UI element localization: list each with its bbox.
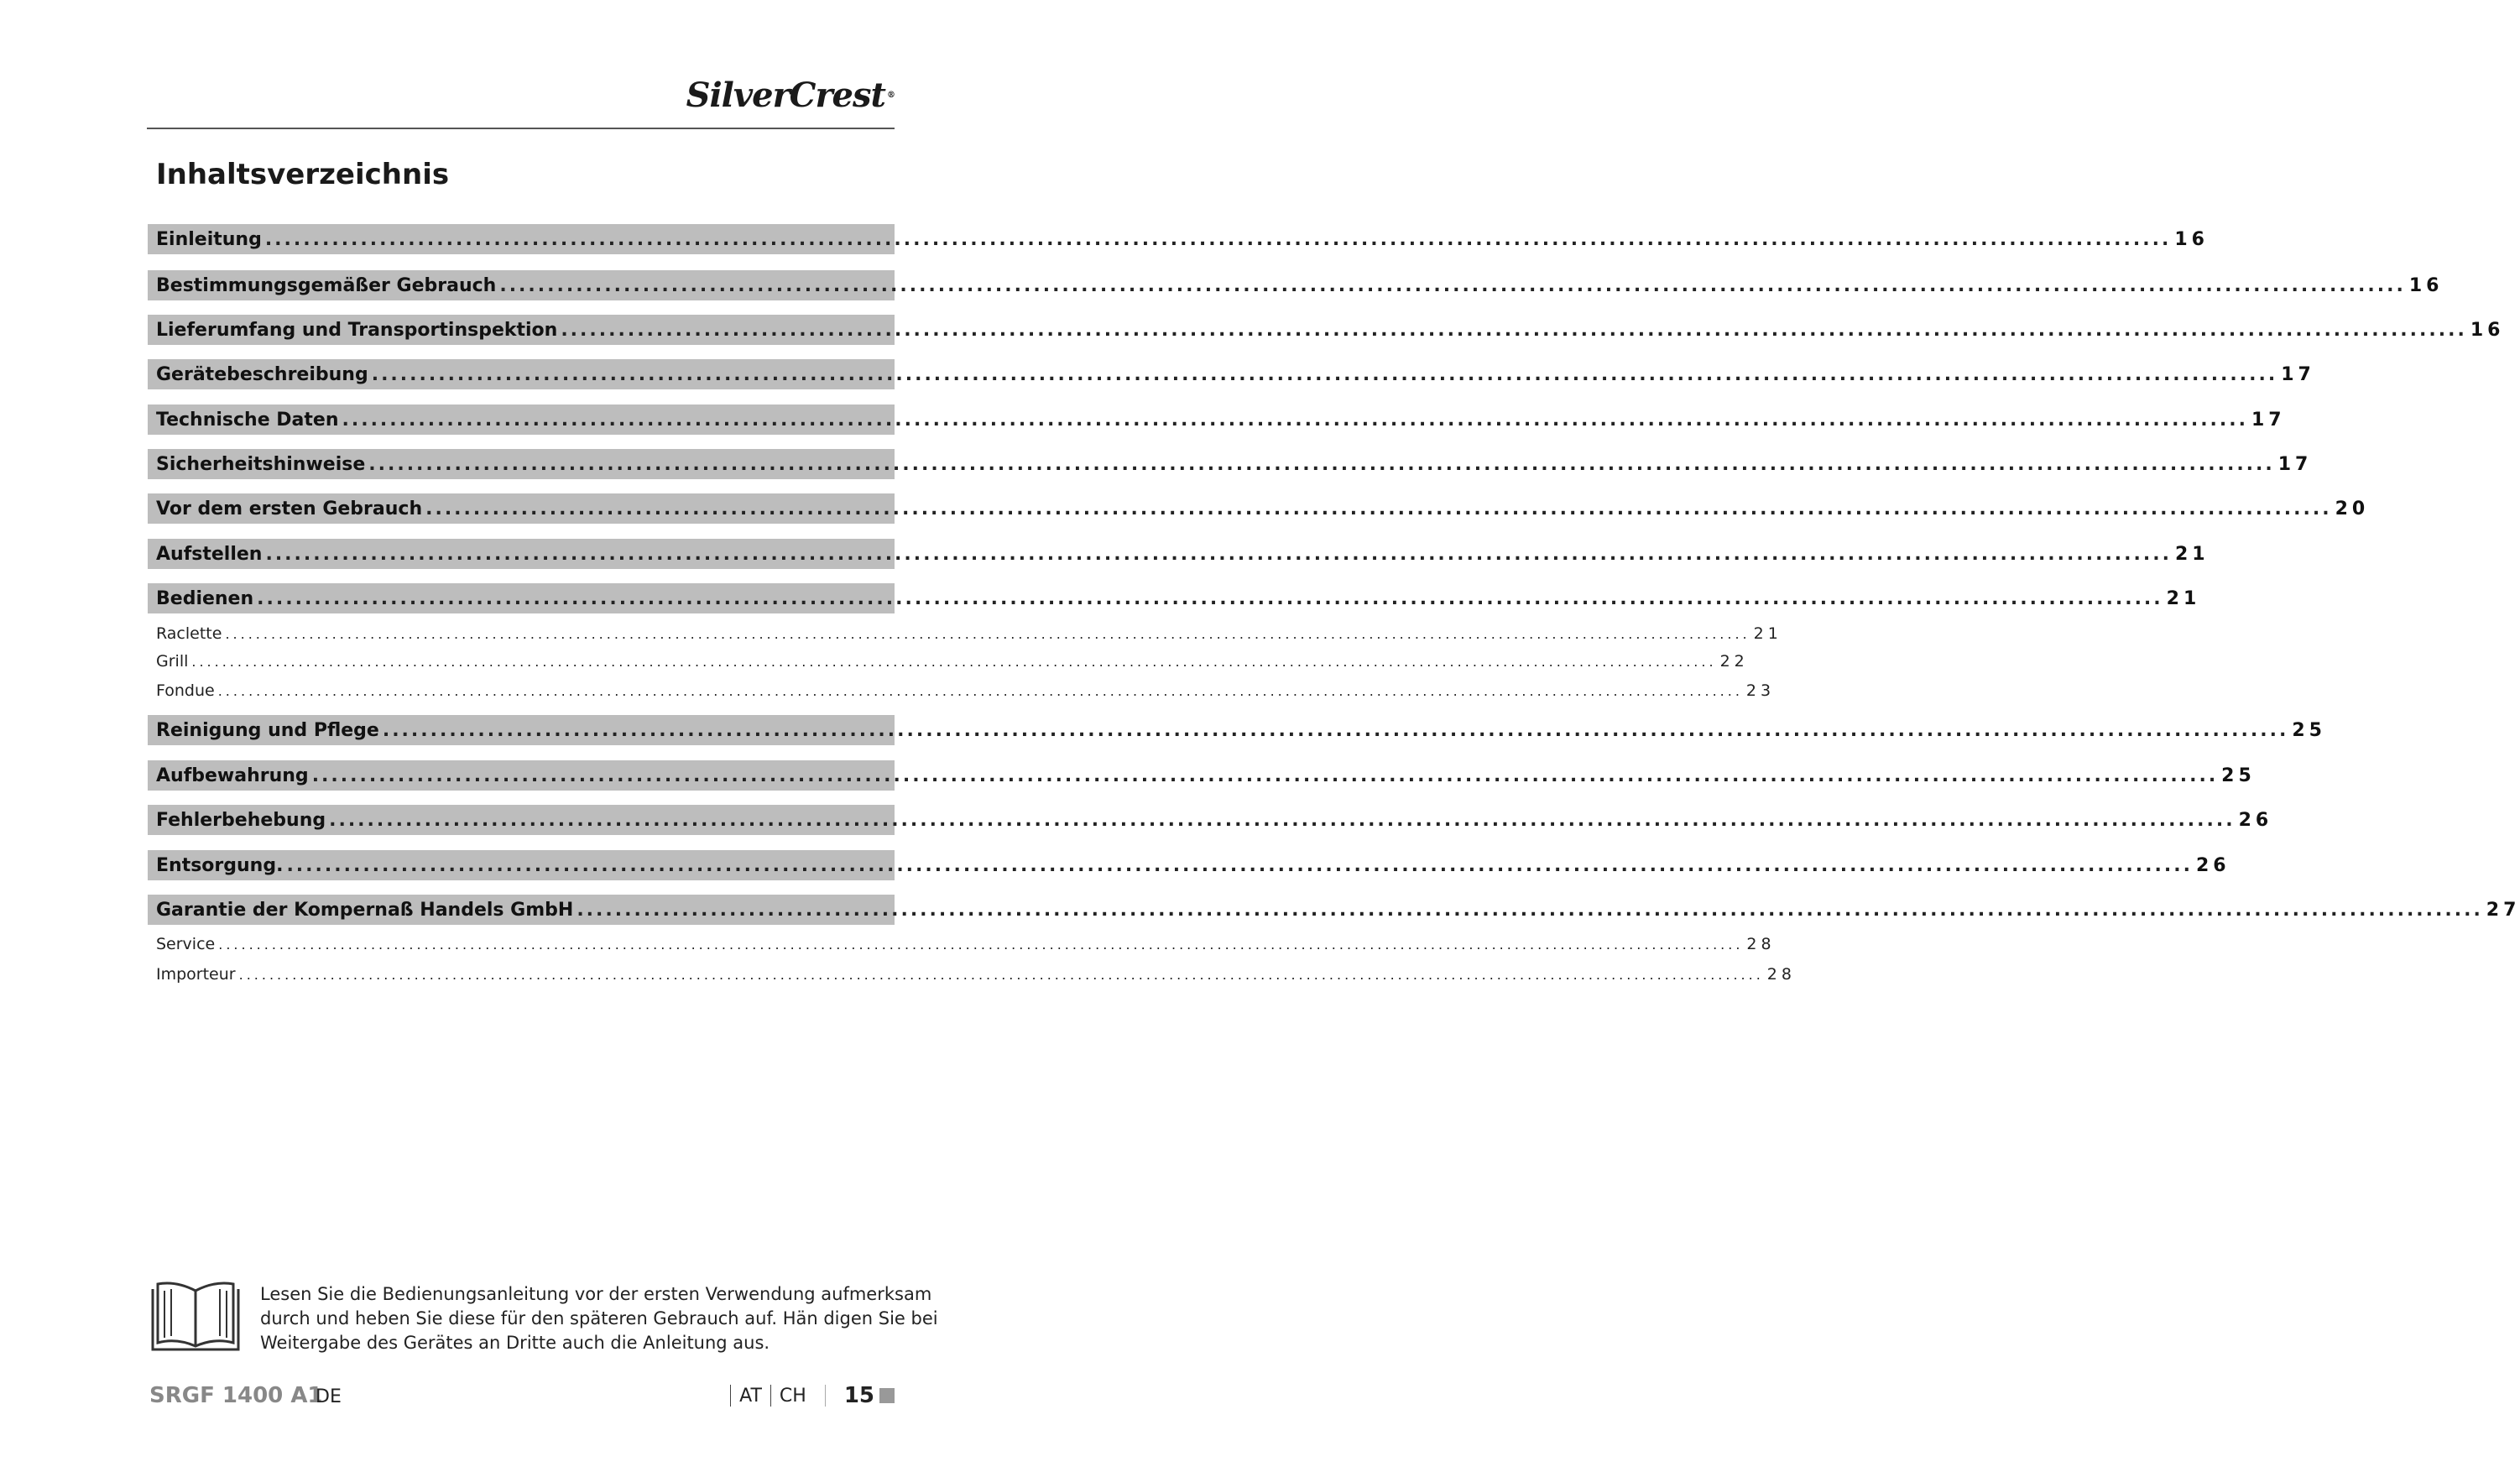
toc-entry-page: 21 <box>2166 587 2201 609</box>
toc-entry-label: Technische Daten <box>156 409 339 431</box>
page-title: Inhaltsverzeichnis <box>156 158 450 191</box>
dot-leader: ........................................................................................................................................................................................................ <box>561 319 2467 341</box>
toc-entry[interactable] <box>148 932 1776 957</box>
toc-entry-label: Service <box>156 935 216 953</box>
toc-entry[interactable] <box>148 805 2273 835</box>
toc-entry-page: 21 <box>1753 624 1782 643</box>
toc-entry-label: Lieferumfang und Transportinspektion <box>156 319 558 341</box>
model-number: SRGF 1400 A1 <box>149 1383 323 1408</box>
toc-entry-label: Importeur <box>156 965 236 984</box>
toc-entry[interactable] <box>148 895 2520 925</box>
toc-entry-label: Grill <box>156 652 189 671</box>
toc-entry-label: Bedienen <box>156 587 254 609</box>
dot-leader: ........................................................................................................................................................................................................ <box>382 719 2289 741</box>
toc-entry-page: 17 <box>2281 363 2315 385</box>
page-number: 15 <box>843 1383 874 1408</box>
toc-entry-page: 16 <box>2408 274 2444 296</box>
toc-entry-label: Reinigung und Pflege <box>156 719 379 741</box>
language-at: AT <box>739 1385 762 1407</box>
separator <box>825 1385 826 1407</box>
toc-entry-page: 22 <box>1719 652 1749 671</box>
separator <box>730 1385 731 1407</box>
toc-entry-label: Entsorgung. <box>156 854 284 876</box>
toc-entry-label: Bestimmungsgemäßer Gebrauch <box>156 274 497 296</box>
dot-leader: ........................................................................................................................................................................................................ <box>577 899 2483 921</box>
notice-text <box>260 1282 938 1355</box>
toc-entry-label: Fehlerbehebung <box>156 809 326 831</box>
toc-entry-label: Aufbewahrung <box>156 765 309 786</box>
dot-leader: ........................................................................................................................................................................................................ <box>218 936 1744 953</box>
toc-entry-page: 25 <box>2221 765 2256 786</box>
toc-entry[interactable] <box>148 649 1749 674</box>
toc-entry-label: Sicherheitshinweise <box>156 453 366 475</box>
toc-entry-page: 28 <box>1766 965 1796 984</box>
dot-leader: ........................................................................................................................................................................................................ <box>264 228 2172 250</box>
toc-entry-label: Garantie der Kompernaß Handels GmbH <box>156 899 574 921</box>
toc-entry-page: 16 <box>2470 319 2505 341</box>
toc-entry[interactable] <box>148 715 2326 745</box>
dot-leader: ........................................................................................................................................................................................................ <box>286 854 2193 876</box>
toc-entry-label: Raclette <box>156 624 222 643</box>
toc-entry[interactable] <box>148 621 1782 646</box>
toc-entry[interactable] <box>148 678 1776 703</box>
dot-leader: ........................................................................................................................................................................................................ <box>499 274 2406 296</box>
toc-entry-label: Aufstellen <box>156 543 263 565</box>
dot-leader: ........................................................................................................................................................................................................ <box>265 543 2172 565</box>
language-de: DE <box>316 1386 342 1407</box>
toc-entry[interactable] <box>148 224 2209 254</box>
dot-leader: ........................................................................................................................................................................................................ <box>329 809 2236 831</box>
notice-line: durch und heben Sie diese für den späteren Gebrauch auf. Hän digen Sie bei <box>260 1308 938 1328</box>
toc-entry-page: 26 <box>2238 809 2273 831</box>
toc-entry-page: 27 <box>2486 899 2520 921</box>
dot-leader: ........................................................................................................................................................................................................ <box>371 363 2278 385</box>
dot-leader: ........................................................................................................................................................................................................ <box>257 587 2163 609</box>
toc-entry[interactable] <box>148 583 2201 613</box>
toc-entry[interactable] <box>148 493 2370 524</box>
separator <box>770 1385 771 1407</box>
toc-entry[interactable] <box>148 962 1796 987</box>
toc-entry-label: Einleitung <box>156 228 262 250</box>
dot-leader: ........................................................................................................................................................................................................ <box>368 453 2275 475</box>
toc-entry-page: 28 <box>1746 935 1776 953</box>
toc-entry[interactable] <box>148 405 2286 435</box>
toc-entry[interactable] <box>148 539 2210 569</box>
toc-entry-page: 17 <box>2277 453 2313 475</box>
toc-entry-page: 25 <box>2292 719 2326 741</box>
open-book-icon <box>149 1279 242 1355</box>
dot-leader: ........................................................................................................................................................................................................ <box>311 765 2219 786</box>
dot-leader: ........................................................................................................................................................................................................ <box>425 498 2332 519</box>
dot-leader: ........................................................................................................................................................................................................ <box>238 966 1764 983</box>
dot-leader: ........................................................................................................................................................................................................ <box>217 682 1743 699</box>
toc-entry-page: 17 <box>2251 409 2286 431</box>
toc-entry[interactable] <box>148 850 2230 880</box>
square-marker-icon <box>879 1388 895 1403</box>
toc-entry[interactable] <box>148 315 2505 345</box>
notice-line: Weitergabe des Gerätes an Dritte auch die Anleitung aus. <box>260 1333 770 1353</box>
toc-entry-page: 20 <box>2335 498 2370 519</box>
brand-logo: SilverCrest ® <box>686 76 895 115</box>
toc-entry[interactable] <box>148 359 2315 389</box>
dot-leader: ........................................................................................................................................................................................................ <box>225 625 1750 642</box>
toc-entry[interactable] <box>148 270 2444 300</box>
toc-entry-label: Vor dem ersten Gebrauch <box>156 498 423 519</box>
dot-leader: ........................................................................................................................................................................................................ <box>342 409 2248 431</box>
toc-entry-page: 16 <box>2174 228 2209 250</box>
dot-leader: ........................................................................................................................................................................................................ <box>191 653 1717 670</box>
toc-entry-label: Gerätebeschreibung <box>156 363 368 385</box>
language-ch: CH <box>779 1385 806 1407</box>
notice-line: Lesen Sie die Bedienungsanleitung vor der ersten Verwendung aufmerksam <box>260 1284 932 1304</box>
toc-entry-page: 23 <box>1745 681 1776 700</box>
footer-right <box>722 1383 895 1408</box>
toc-entry[interactable] <box>148 760 2256 791</box>
toc-entry-label: Fondue <box>156 681 215 700</box>
toc-entry-page: 21 <box>2174 543 2210 565</box>
toc-entry[interactable] <box>148 449 2313 479</box>
toc-entry-page: 26 <box>2195 854 2230 876</box>
